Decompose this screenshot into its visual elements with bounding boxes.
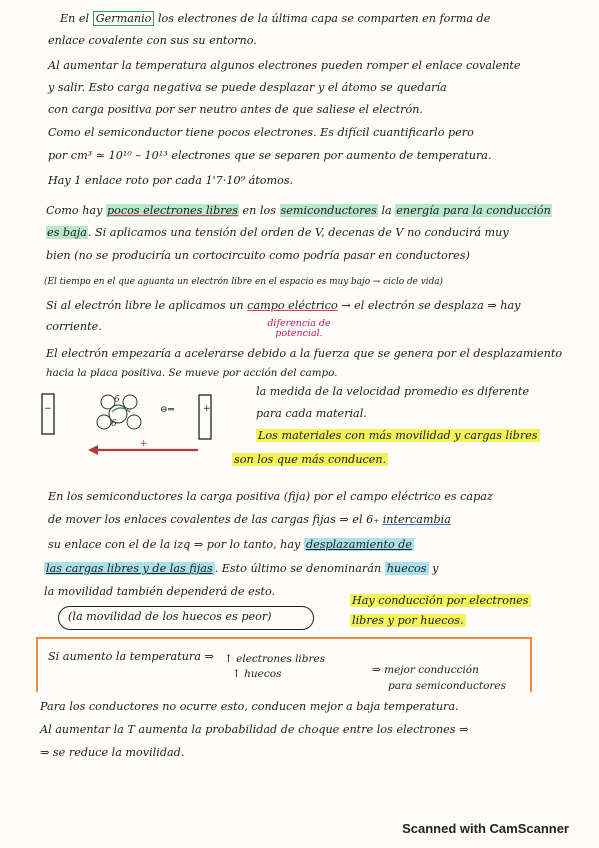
highlight-mas-conducen: son los que más conducen.: [234, 453, 387, 466]
text: la: [381, 204, 392, 217]
text: Como hay: [46, 204, 103, 217]
pink-line-2: potencial.: [275, 328, 323, 339]
text: en los: [242, 204, 276, 217]
p10-line-3: ⇒ se reduce la movilidad.: [40, 746, 185, 759]
highlight-pocos-electrones: pocos electrones libres: [106, 204, 238, 217]
p8-line-1: En los semiconductores la carga positiva (fija) por el campo eléctrico es capaz: [48, 490, 493, 503]
p2-line-3: con carga positiva por ser neutro antes de que saliese el electrón.: [48, 103, 423, 116]
p6-line-2: hacia la placa positiva. Se mueve por acción del campo.: [46, 367, 338, 379]
text: y: [432, 562, 439, 575]
right-plate: [196, 393, 214, 441]
p10-line-1: Para los conductores no ocurre esto, conducen mejor a baja temperatura.: [40, 700, 459, 713]
highlight-cargas-libres: las cargas libres y de las fijas: [46, 562, 213, 575]
circled-note: (la movilidad de los huecos es peor): [68, 610, 272, 623]
intercambia-underlined: intercambia: [382, 513, 451, 526]
p1-line-1: [60, 12, 490, 26]
highlight-semiconductores: semiconductores: [280, 204, 377, 217]
field-arrow-head: [88, 445, 98, 455]
left-plate-minus: −: [44, 404, 52, 414]
highlight-desplazamiento: desplazamiento de: [305, 538, 413, 551]
pink-annotation: [256, 319, 342, 339]
p3-line-3: Hay 1 enlace roto por cada 1'7·10⁹ átomos.: [48, 174, 294, 187]
p8-line-2: [48, 513, 451, 527]
p5-line-2: corriente.: [46, 320, 102, 333]
p2-line-1: Al aumentar la temperatura algunos electrones pueden romper el enlace covalente: [48, 59, 521, 72]
p8-line-4: [44, 562, 438, 576]
text: . Si aplicamos una tensión del orden de V, decenas de V no conducirá muy: [87, 226, 509, 239]
p4-line-1: [46, 204, 552, 218]
side-note-line-1: [350, 594, 531, 608]
side-note-line-2: [350, 614, 466, 628]
highlight-libres-huecos: libres y por huecos.: [352, 614, 464, 627]
campo-electrico-underlined: campo eléctrico: [247, 299, 338, 312]
p7-line-2: para cada material.: [256, 407, 367, 420]
p6-line-1: El electrón empezaría a acelerarse debido a la fuerza que se genera por el desplazamiento: [46, 347, 563, 360]
p7-line-1: la medida de la velocidad promedio es diferente: [256, 385, 530, 398]
p9-line-1: Si aumento la temperatura ⇒: [48, 650, 214, 663]
p7-line-3: [256, 429, 540, 443]
right-plate-plus: +: [203, 404, 211, 414]
atom-label-2: 6: [111, 419, 117, 429]
text: Si al electrón libre le aplicamos un: [46, 299, 244, 312]
text: los electrones de la última capa se comparten en forma de: [157, 12, 491, 25]
germanio-boxed-word: Germanio: [93, 11, 155, 26]
positive-ion: 6₊: [366, 513, 380, 526]
p9-result-1: ⇒ mejor conducción: [372, 664, 479, 676]
camscanner-watermark: Scanned with CamScanner: [402, 821, 569, 836]
plus-sign: +: [140, 439, 148, 449]
p4-line-2: [46, 226, 509, 240]
highlight-energia: energía para la conducción: [396, 204, 551, 217]
lattice-diagram: [38, 388, 211, 478]
p3-line-2: por cm³ ≃ 10¹⁰ – 10¹³ electrones que se separen por aumento de temperatura.: [48, 149, 492, 162]
p7-line-4: [232, 453, 388, 467]
p4-note: (El tiempo en el que aguanta un electrón libre en el espacio es muy bajo → ciclo de vida): [44, 277, 444, 287]
p8-line-5: la movilidad también dependerá de esto.: [44, 585, 276, 598]
negative-ion-arrow: ⊖⇒: [160, 405, 175, 415]
text: de mover los enlaces covalentes de las cargas fijas ⇒ el: [48, 513, 363, 526]
atom-label-1: 6: [114, 395, 120, 405]
p9-result-2: para semiconductores: [388, 680, 507, 692]
p9-electrones: ↑ electrones libres: [224, 653, 326, 665]
text: → el electrón se desplaza ⇒ hay: [341, 299, 521, 312]
p5-line-1: [46, 299, 520, 313]
pink-line-1: diferencia de: [267, 318, 331, 329]
highlight-huecos: huecos: [386, 562, 427, 575]
p2-line-2: y salir. Esto carga negativa se puede desplazar y el átomo se quedaría: [48, 81, 447, 94]
text: . Esto último se denominarán: [214, 562, 382, 575]
highlight-hay-conduccion: Hay conducción por electrones: [352, 594, 529, 607]
p8-line-3: [48, 538, 414, 552]
text: su enlace con el de la izq ⇒ por lo tanto, hay: [48, 538, 301, 551]
highlight-materiales: Los materiales con más movilidad y cargas libres: [258, 429, 538, 442]
p3-line-1: Como el semiconductor tiene pocos electrones. Es difícil cuantificarlo pero: [48, 126, 474, 139]
p1-line-2: enlace covalente con sus su entorno.: [48, 34, 257, 47]
p10-line-2: Al aumentar la T aumenta la probabilidad de choque entre los electrones ⇒: [40, 723, 469, 736]
text: En el: [60, 12, 90, 25]
highlight-es-baja: es baja: [47, 226, 87, 239]
p4-line-3: bien (no se produciría un cortocircuito como podría pasar en conductores): [46, 249, 470, 262]
p9-huecos: ↑ huecos: [232, 668, 282, 680]
